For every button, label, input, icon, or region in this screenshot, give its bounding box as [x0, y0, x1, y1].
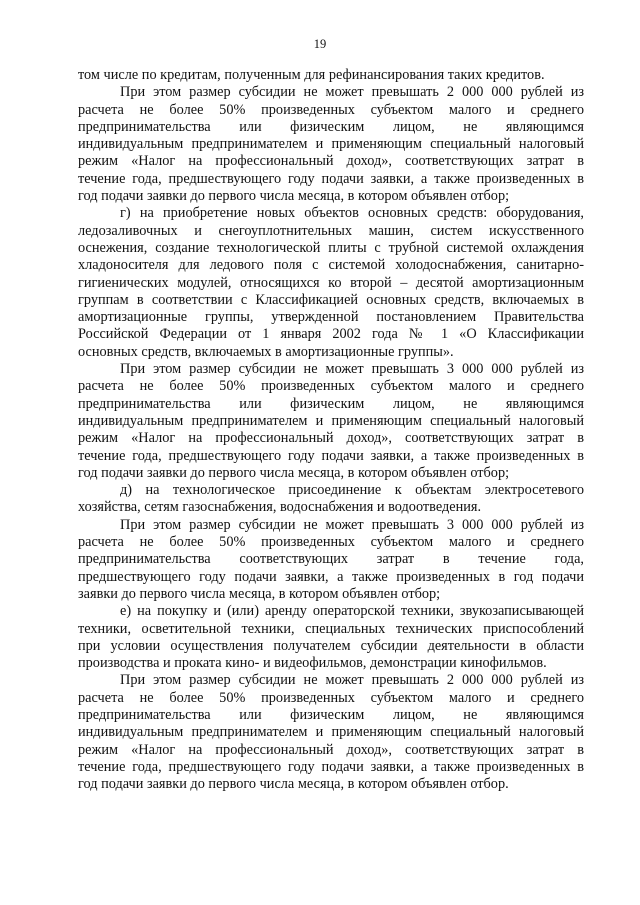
text-line: при условии осуществления получателем субсидии деятельности в области	[78, 637, 584, 654]
text-line: год подачи заявки до первого числа месяца, в котором объявлен отбор;	[78, 188, 510, 205]
text-line: том числе по кредитам, полученным для рефинансирования таких кредитов.	[78, 67, 545, 83]
text-line: индивидуальным предпринимателем и применяющим специальный налоговый	[78, 136, 584, 153]
text-line: амортизационные группы, утвержденной постановлением Правительства	[78, 309, 584, 326]
text-line: При этом размер субсидии не может превышать 2 000 000 рублей из	[120, 84, 584, 101]
text-line: основных средств, включаемых в амортизационные группы».	[78, 343, 454, 360]
text-line: хладоносителя для ледового поля с системой холодоснабжения, санитарно-	[78, 257, 584, 274]
text-line: расчета не более 50% произведенных субъектом малого и среднего	[78, 689, 584, 706]
text-line: производства и проката кино- и видеофильмов, демонстрации кинофильмов.	[78, 655, 547, 672]
text-line: течение года, предшествующего году подачи заявки, а также произведенных в	[78, 170, 584, 187]
text-line: оснежения, создание технологической плиты с трубной системой охлаждения	[78, 239, 584, 256]
text-line: предпринимательства или физическим лицом, не являющимся	[78, 706, 584, 723]
text-line: гигиенических модулей, относящихся ко второй – десятой амортизационным	[78, 274, 584, 291]
text-line: предпринимательства или физическим лицом, не являющимся	[78, 395, 584, 412]
text-line: режим «Налог на профессиональный доход», соответствующих затрат в	[78, 741, 584, 758]
text-line: течение года, предшествующего году подачи заявки, а также произведенных в	[78, 758, 584, 775]
text-line: индивидуальным предпринимателем и применяющим специальный налоговый	[78, 724, 584, 741]
text-line: е) на покупку и (или) аренду операторской техники, звукозаписывающей	[120, 603, 584, 620]
text-line: течение года, предшествующего году подачи заявки, а также произведенных в	[78, 447, 584, 464]
text-line: Российской Федерации от 1 января 2002 года № 1 «О Классификации	[78, 326, 584, 343]
text-line: расчета не более 50% произведенных субъектом малого и среднего	[78, 101, 584, 118]
text-line: режим «Налог на профессиональный доход», соответствующих затрат в	[78, 430, 584, 447]
text-line: При этом размер субсидии не может превышать 2 000 000 рублей из	[120, 672, 584, 689]
document-body	[78, 67, 584, 793]
page-number: 19	[313, 37, 327, 51]
text-line: заявки до первого числа месяца, в котором объявлен отбор;	[78, 585, 441, 602]
text-line: При этом размер субсидии не может превышать 3 000 000 рублей из	[120, 516, 584, 533]
text-line: д) на технологическое присоединение к объектам электросетевого	[120, 482, 584, 499]
text-line: При этом размер субсидии не может превышать 3 000 000 рублей из	[120, 361, 584, 378]
text-line: индивидуальным предпринимателем и применяющим специальный налоговый	[78, 412, 584, 429]
text-line: г) на приобретение новых объектов основных средств: оборудования,	[120, 205, 584, 222]
text-line: хозяйства, сетям газоснабжения, водоснабжения и водоотведения.	[78, 499, 482, 516]
text-line: группам в соответствии с Классификацией основных средств, включаемых в	[78, 291, 584, 308]
text-line: техники, осветительной техники, специальных технических приспособлений	[78, 620, 584, 637]
text-line: предпринимательства соответствующих затрат в течение года,	[78, 551, 584, 568]
text-line: расчета не более 50% произведенных субъектом малого и среднего	[78, 378, 584, 395]
text-line: предшествующего году подачи заявки, а также произведенных в год подачи	[78, 568, 584, 585]
text-line: год подачи заявки до первого числа месяца, в котором объявлен отбор.	[78, 776, 509, 793]
text-line: режим «Налог на профессиональный доход», соответствующих затрат в	[78, 153, 584, 170]
text-line: предпринимательства или физическим лицом, не являющимся	[78, 118, 584, 135]
text-line: год подачи заявки до первого числа месяца, в котором объявлен отбор;	[78, 464, 510, 481]
text-line: ледозаливочных и снегоуплотнительных машин, систем искусственного	[78, 222, 584, 239]
text-line: расчета не более 50% произведенных субъектом малого и среднего	[78, 534, 584, 551]
